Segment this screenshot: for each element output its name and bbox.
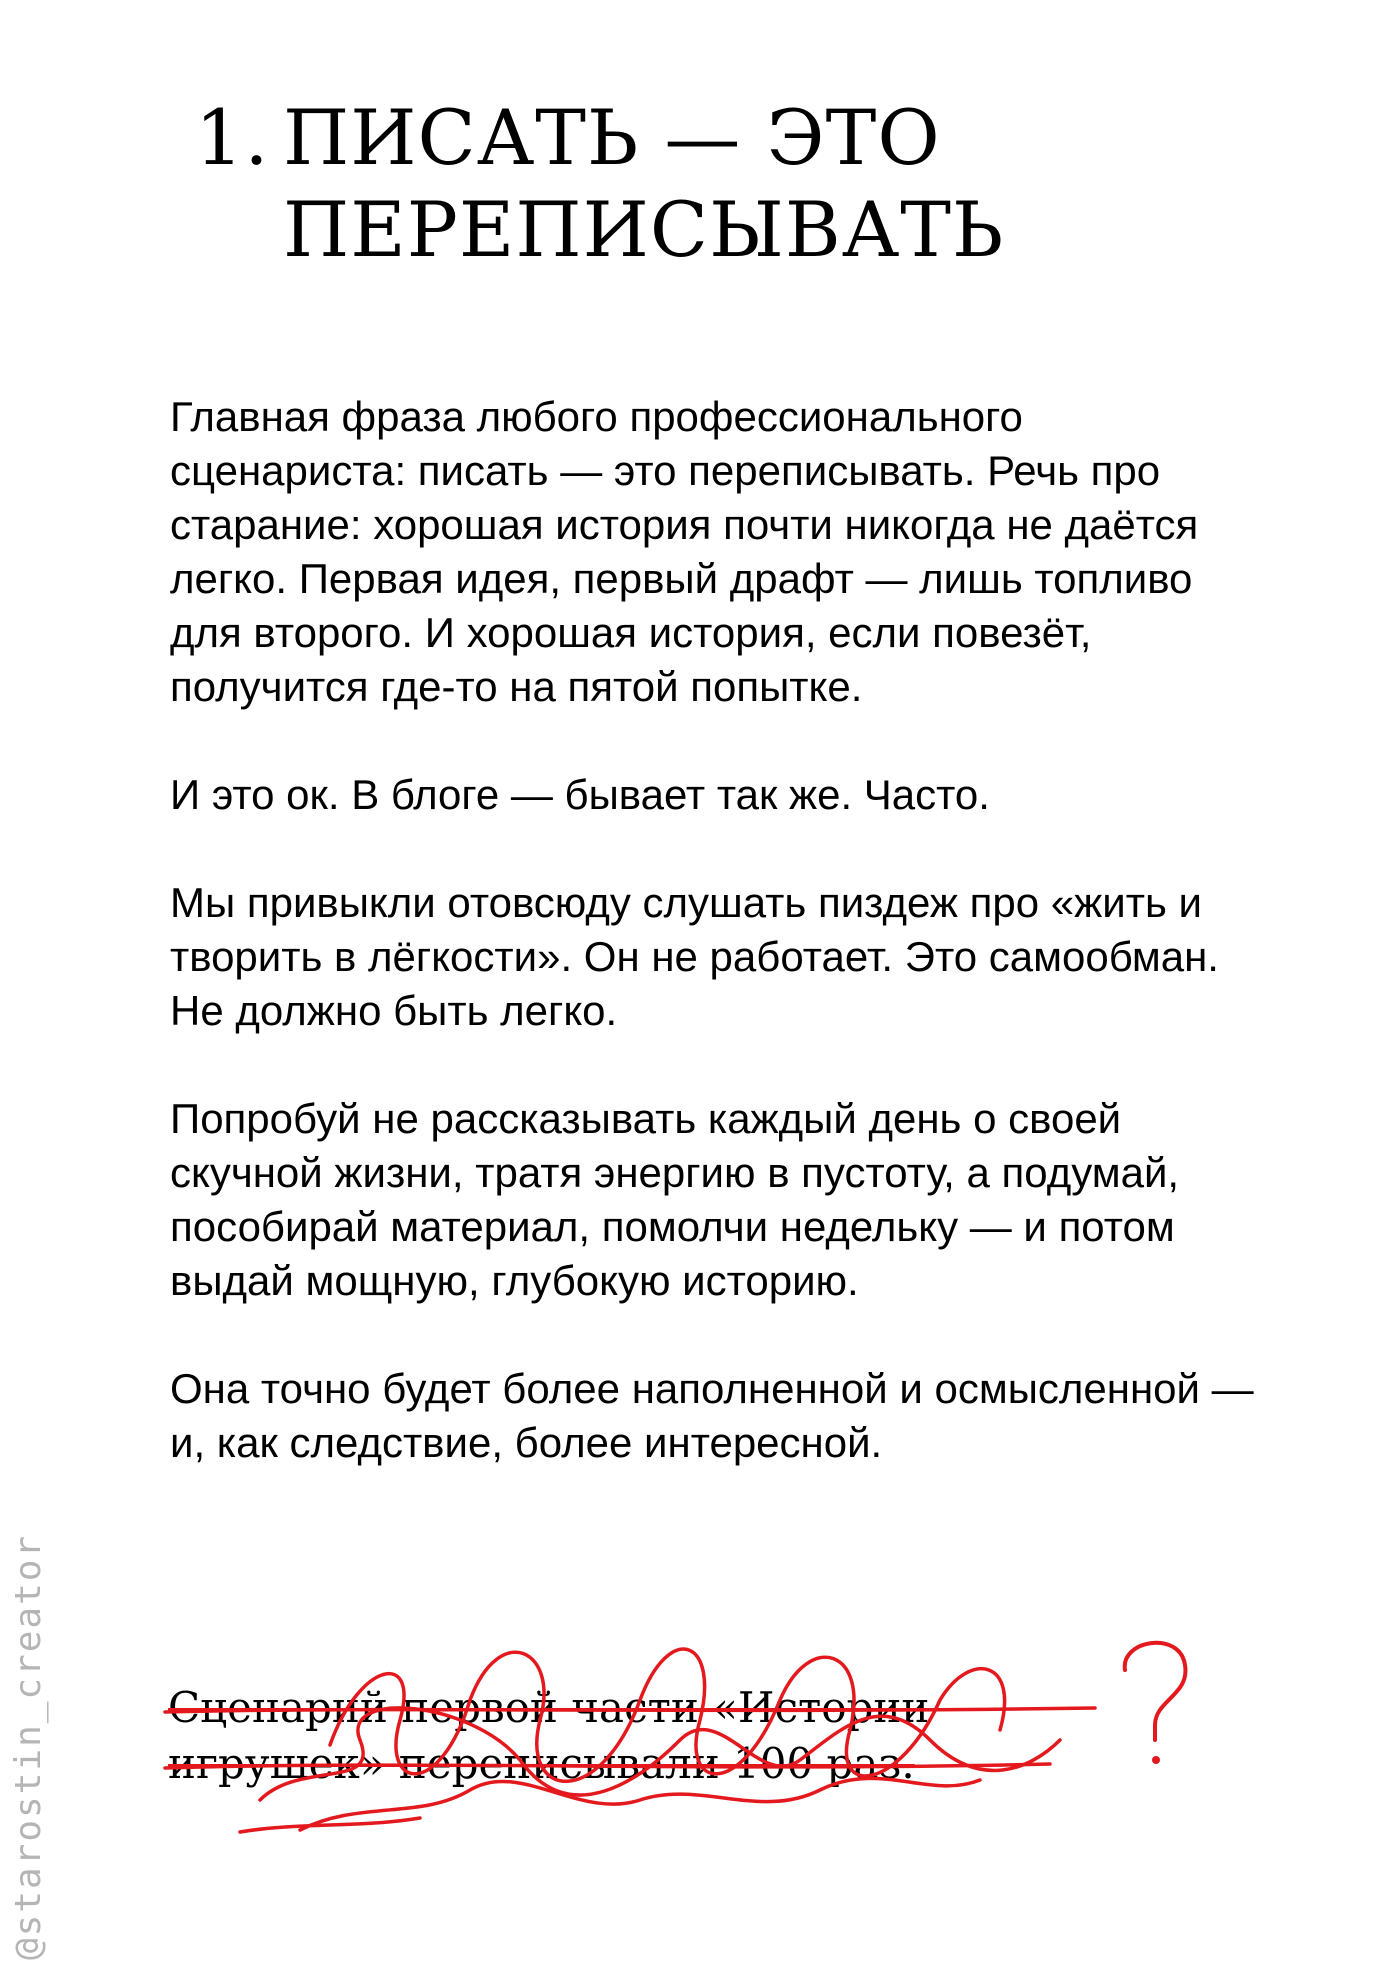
body-text bbox=[170, 390, 1260, 1524]
paragraph-2: И это ок. В блоге — бывает так же. Часто. bbox=[170, 771, 990, 818]
paragraph-5: Она точно будет более наполненной и осмысленной — и, как следствие, более интересной. bbox=[170, 1365, 1254, 1466]
page-title bbox=[195, 92, 1004, 276]
title-line-1: ПИСАТЬ — ЭТО bbox=[283, 93, 941, 182]
scribble-underline bbox=[240, 1818, 420, 1832]
paragraph-3: Мы привыкли отовсюду слушать пиздеж про «жить и творить в лёгкости». Он не работает. Это самообман. Не должно быть легко. bbox=[170, 879, 1219, 1034]
author-watermark: @starostin_creator bbox=[8, 1533, 49, 1960]
paragraph-4: Попробуй не рассказывать каждый день о своей скучной жизни, тратя энергию в пустоту, а подумай, пособирай материал, помолчи недельку — и потом выдай мощную, глубокую историю. bbox=[170, 1095, 1180, 1304]
question-mark-icon bbox=[1110, 1630, 1210, 1780]
title-number: 1. bbox=[195, 93, 270, 182]
title-line-2: ПЕРЕПИСЫВАТЬ bbox=[283, 185, 1005, 274]
struck-through-note: Сценарий первой части «Истории игрушек» переписывали 100 раз. bbox=[168, 1683, 930, 1788]
paragraph-1: Главная фраза любого профессионального сценариста: писать — это переписывать. Речь про старание: хорошая история почти никогда не даётся легко. Первая идея, первый драфт — лишь топливо для второго. И хорошая история, если повезёт, получится где-то на пятой попытке. bbox=[170, 393, 1199, 710]
